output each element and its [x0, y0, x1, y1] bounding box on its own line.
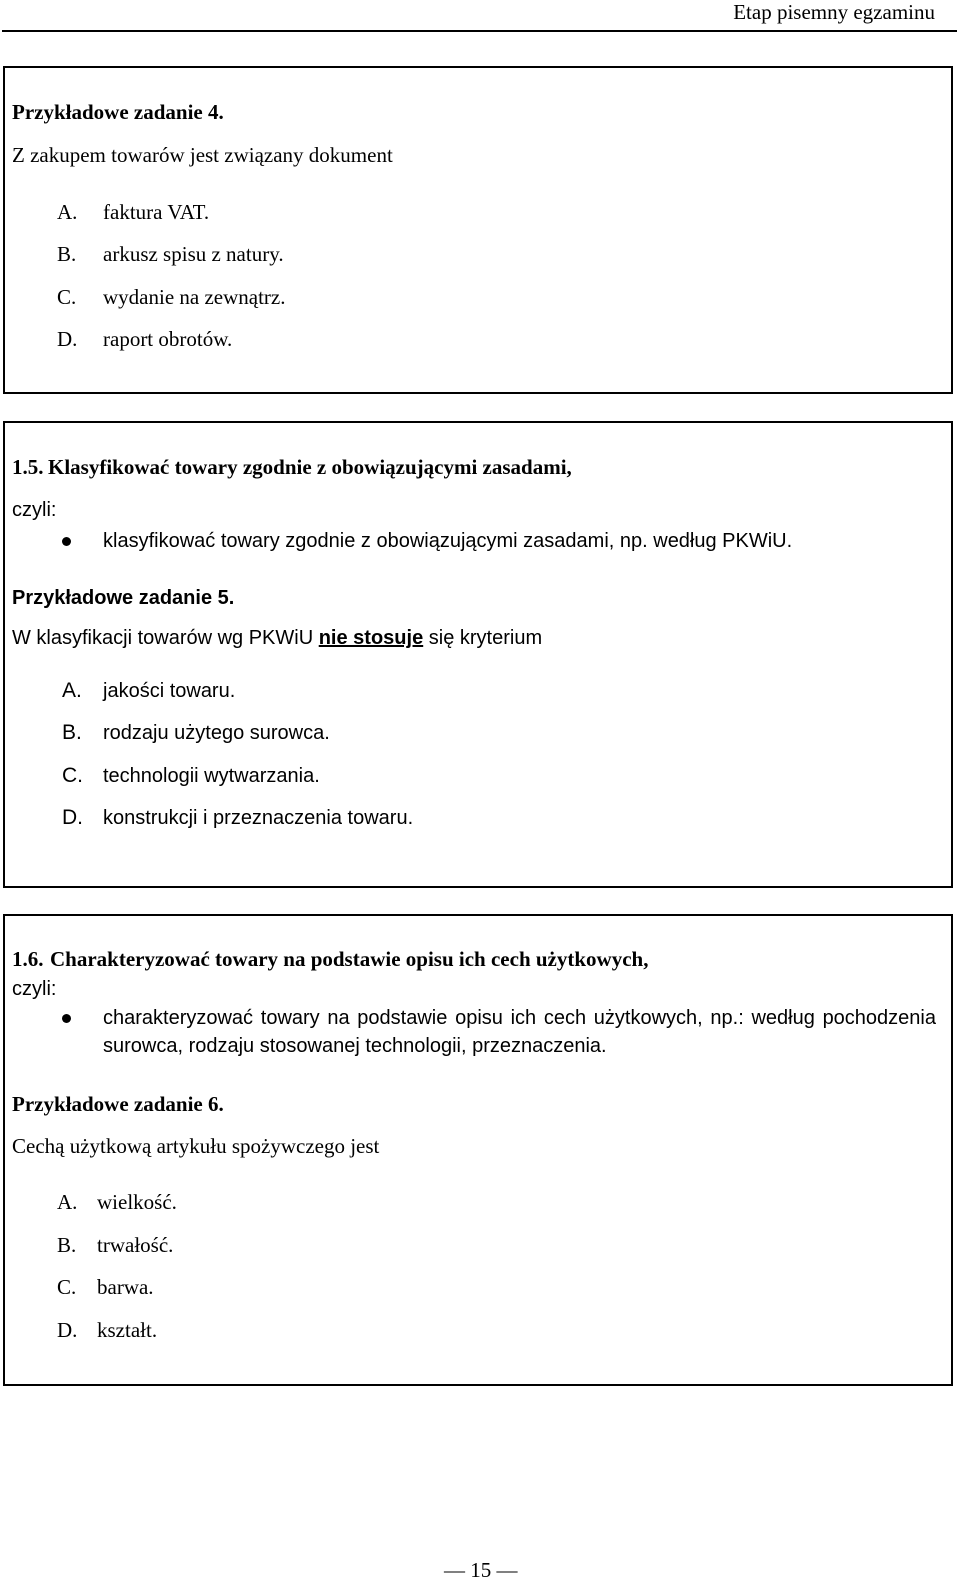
bullet-icon: [62, 1014, 71, 1023]
option-text: jakości towaru.: [103, 680, 236, 702]
option-letter: D.: [57, 1318, 78, 1342]
page-header-title: Etap pisemny egzaminu: [733, 0, 935, 24]
question-suffix: się kryterium: [423, 627, 543, 649]
option-letter: C.: [62, 764, 83, 787]
task-heading: Przykładowe zadanie 5.: [12, 587, 235, 609]
skill-title: Charakteryzować towary na podstawie opisu ich cech użytkowych,: [50, 947, 649, 971]
option-letter: A.: [57, 200, 78, 224]
bullet-text: klasyfikować towary zgodnie z obowiązującymi zasadami, np. według PKWiU.: [103, 530, 793, 552]
option-text: rodzaju użytego surowca.: [103, 722, 330, 744]
czyli-label: czyli:: [12, 499, 57, 521]
skill-title: Klasyfikować towary zgodnie z obowiązującymi zasadami,: [48, 455, 572, 479]
option-text: faktura VAT.: [103, 200, 210, 224]
option-text: technologii wytwarzania.: [103, 765, 320, 787]
skill-number: 1.6.: [12, 947, 44, 971]
task-heading: Przykładowe zadanie 4.: [12, 100, 224, 124]
option-letter: C.: [57, 285, 77, 309]
option-letter: D.: [57, 327, 78, 351]
option-text: wielkość.: [97, 1190, 177, 1214]
header-divider: [2, 30, 957, 32]
task-question: Cechą użytkową artykułu spożywczego jest: [12, 1134, 380, 1158]
option-letter: B.: [57, 242, 77, 266]
task-question: Z zakupem towarów jest związany dokument: [12, 143, 393, 167]
option-text: barwa.: [97, 1275, 154, 1299]
option-letter: C.: [57, 1275, 77, 1299]
option-text: konstrukcji i przeznaczenia towaru.: [103, 807, 414, 829]
option-letter: A.: [62, 679, 82, 702]
option-letter: A.: [57, 1190, 78, 1214]
option-letter: D.: [62, 806, 83, 829]
bullet-icon: [62, 537, 71, 546]
option-letter: B.: [62, 721, 82, 744]
page-number: — 15 —: [444, 1558, 518, 1582]
question-prefix: W klasyfikacji towarów wg PKWiU: [12, 627, 319, 649]
option-text: raport obrotów.: [103, 327, 233, 351]
skill-number: 1.5.: [12, 455, 44, 479]
option-text: kształt.: [97, 1318, 158, 1342]
option-text: wydanie na zewnątrz.: [103, 285, 286, 309]
task-question: [12, 626, 542, 650]
question-emphasis: nie stosuje: [318, 627, 424, 649]
bullet-text: charakteryzować towary na podstawie opisu ich cech użytkowych, np.: według pochodzenia surowca, rodzaju stosowanej technologii, przeznaczenia.: [103, 1007, 936, 1057]
option-letter: B.: [57, 1233, 77, 1257]
option-text: trwałość.: [97, 1233, 174, 1257]
czyli-label: czyli:: [12, 978, 57, 1000]
option-text: arkusz spisu z natury.: [103, 242, 284, 266]
task-heading: Przykładowe zadanie 6.: [12, 1092, 224, 1116]
